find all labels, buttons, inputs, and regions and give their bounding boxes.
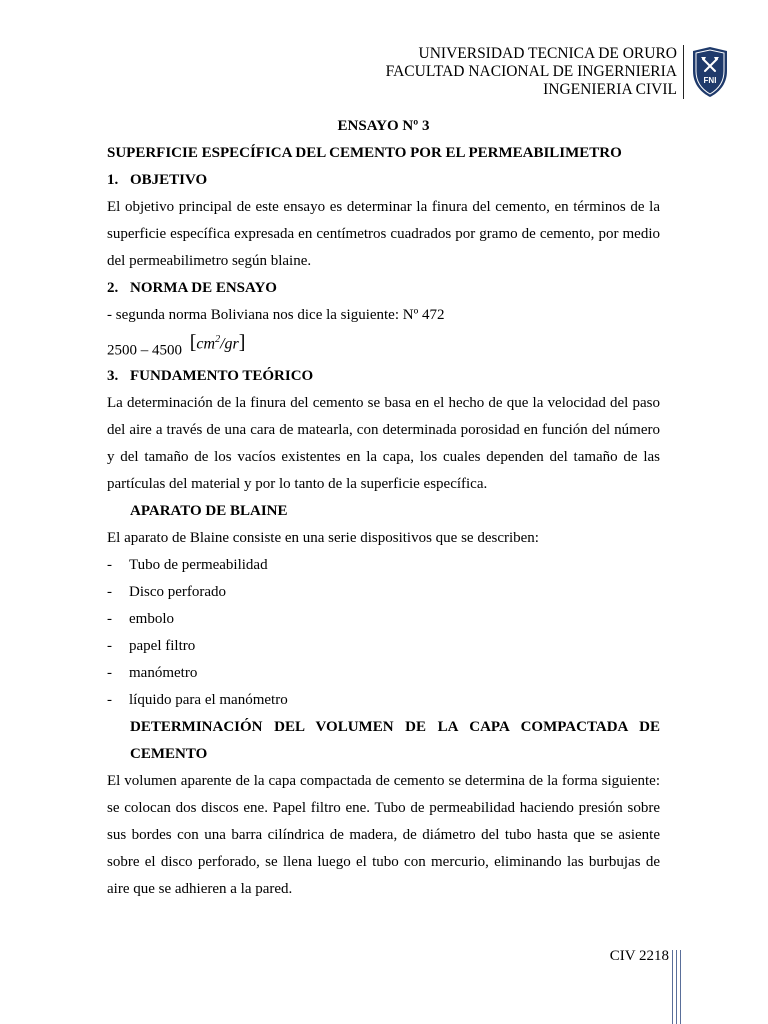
list-item: - manómetro xyxy=(107,665,198,681)
list-item: - líquido para el manómetro xyxy=(107,692,288,708)
header-faculty: FACULTAD NACIONAL DE INGERNIERIA xyxy=(385,63,677,80)
section-title: FUNDAMENTO TEÓRICO xyxy=(130,368,314,384)
volume-paragraph: El volumen aparente de la capa compactada de cemento se determina de la forma siguiente: se colocan dos discos ene. Papel filtro ene. Tubo de permeabilidad haciendo presión sobre sus bordes con una barra cilíndrica de madera, de diámetro del tubo hasta que se asiente sobre el disco perforado, se llena luego el tubo con mercurio, eliminando las burbujas de aire que se adhieren a la pared. xyxy=(107,773,660,897)
doc-title: ENSAYO Nº 3 xyxy=(337,118,430,134)
range-value: 2500 – 4500 xyxy=(107,342,182,359)
logo-text: FNI xyxy=(703,76,717,85)
list-item: - papel filtro xyxy=(107,638,196,654)
blaine-device-list xyxy=(107,552,660,714)
section-number: 2. xyxy=(107,280,119,296)
fundamento-paragraph: La determinación de la finura del cemento se basa en el hecho de que la velocidad del paso del aire a través de una cara de matearla, con determinada porosidad en función del número y del tamaño de los vacíos existentes en la capa, los cuales dependen del tamaño de las partículas del material y por lo tanto de la superficie específica. xyxy=(107,395,660,492)
header-divider xyxy=(683,45,684,99)
fni-shield-logo xyxy=(690,45,730,99)
doc-subtitle: SUPERFICIE ESPECÍFICA DEL CEMENTO POR EL PERMEABILIMETRO xyxy=(107,145,622,161)
list-item: - embolo xyxy=(107,611,174,627)
list-item: - Disco perforado xyxy=(107,584,227,600)
list-item: - Tubo de permeabilidad xyxy=(107,557,268,573)
unit-denominator: /gr xyxy=(220,335,239,353)
header-university: UNIVERSIDAD TECNICA DE ORURO xyxy=(418,45,677,62)
unit-base: cm xyxy=(196,335,216,353)
objetivo-paragraph: El objetivo principal de este ensayo es determinar la finura del cemento, en términos de la superficie específica expresada en centímetros cuadrados por gramo de cemento, por medio del permeabilimetro según blaine. xyxy=(107,199,660,269)
section-number: 3. xyxy=(107,368,119,384)
section-title: NORMA DE ENSAYO xyxy=(130,280,277,296)
norma-range-formula xyxy=(107,329,660,363)
section-heading-fundamento xyxy=(107,363,660,390)
section-heading-objetivo xyxy=(107,167,660,194)
volume-heading: DETERMINACIÓN DEL VOLUMEN DE LA CAPA COMPACTADA DE CEMENTO xyxy=(130,719,660,762)
unit-exponent: 2 xyxy=(215,334,221,345)
norma-paragraph: - segunda norma Boliviana nos dice la siguiente: Nº 472 xyxy=(107,307,445,323)
section-heading-norma xyxy=(107,275,660,302)
section-title: OBJETIVO xyxy=(130,172,208,188)
footer-decorative-lines xyxy=(672,950,682,1024)
section-number: 1. xyxy=(107,172,119,188)
blaine-paragraph: El aparato de Blaine consiste en una serie dispositivos que se describen: xyxy=(107,530,539,546)
unit-formula: $[cm^2/gr]$ xyxy=(189,331,246,354)
document-body xyxy=(107,113,660,903)
blaine-heading: APARATO DE BLAINE xyxy=(130,503,288,519)
footer-course-code: CIV 2218 xyxy=(609,948,669,964)
page-header xyxy=(386,45,677,99)
header-career: INGENIERIA CIVIL xyxy=(543,81,677,98)
